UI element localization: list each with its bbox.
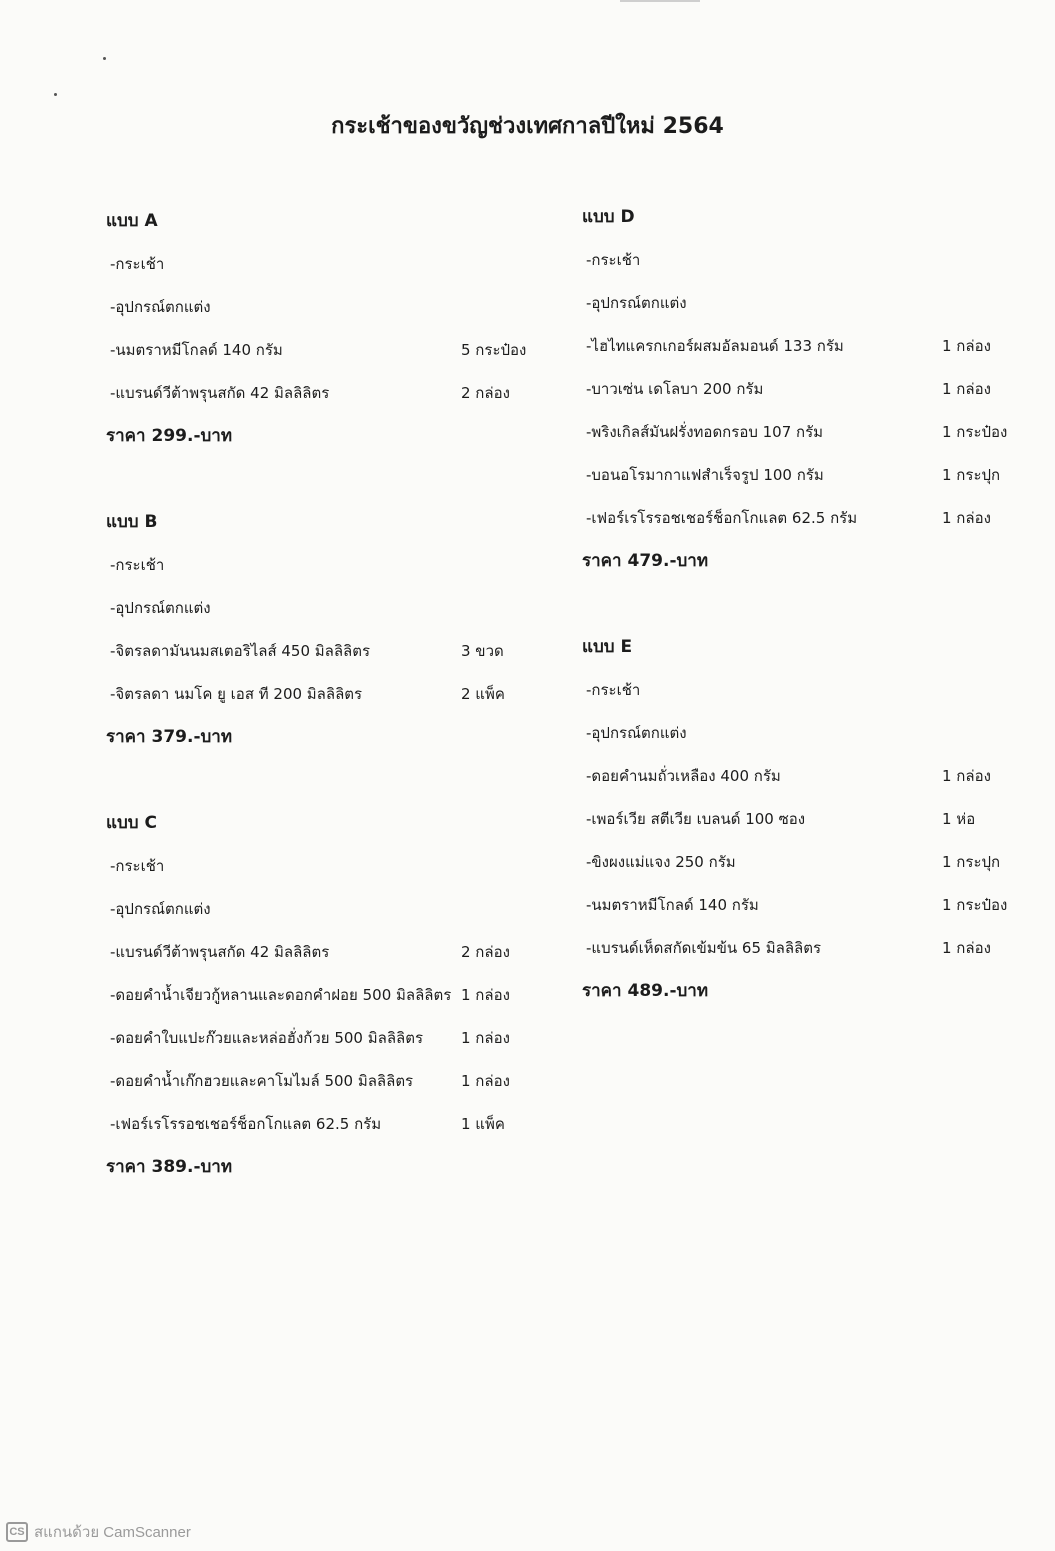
package-c [106,809,546,1196]
list-item [106,293,546,336]
item-text: -กระเช้า [110,255,165,273]
page-title: กระเช้าของขวัญช่วงเทศกาลปีใหม่ 2564 [331,114,724,139]
item-text: -ดอยคำใบแปะก๊วยและหล่อฮั่งก้วย 500 มิลลิลิตร [110,1029,424,1047]
item-qty: 1 กล่อง [942,509,991,527]
item-qty: 1 กระปุก [942,853,1001,871]
list-item [106,895,546,938]
scan-speck [103,57,106,60]
list-item [582,891,1022,934]
package-e [582,633,1022,1020]
item-text: -กระเช้า [586,251,641,269]
item-text: -แบรนด์เห็ดสกัดเข้มข้น 65 มิลลิลิตร [586,939,822,957]
item-text: -นมตราหมีโกลด์ 140 กรัม [110,341,283,359]
item-text: -บอนอโรมากาแฟสำเร็จรูป 100 กรัม [586,466,824,484]
list-item [106,594,546,637]
list-item [582,375,1022,418]
item-text: -แบรนด์วีต้าพรุนสกัด 42 มิลลิลิตร [110,384,330,402]
item-qty: 1 กล่อง [461,1029,510,1047]
list-item [106,852,546,895]
list-item [106,1024,546,1067]
list-item [106,938,546,981]
list-item [106,637,546,680]
item-qty: 2 แพ็ค [461,685,505,703]
list-item [582,289,1022,332]
item-text: -ไฮไทแครกเกอร์ผสมอัลมอนด์ 133 กรัม [586,337,844,355]
item-text: -เฟอร์เรโรรอชเชอร์ช็อกโกแลต 62.5 กรัม [586,509,858,527]
item-qty: 2 กล่อง [461,384,510,402]
item-text: -อุปกรณ์ตกแต่ง [586,724,687,742]
item-text: -ดอยคำน้ำเจียวกู้หลานและดอกคำฝอย 500 มิลลิลิตร [110,986,452,1004]
package-name: แบบ D [582,207,635,227]
list-item [582,504,1022,547]
package-name: แบบ B [106,512,158,532]
item-text: -ดอยคำนมถั่วเหลือง 400 กรัม [586,767,781,785]
item-text: -พริงเกิลส์มันฝรั่งทอดกรอบ 107 กรัม [586,423,824,441]
list-item [106,1067,546,1110]
package-a [106,207,546,465]
item-text: -กระเช้า [110,556,165,574]
camscanner-logo-icon: CS [6,1522,28,1542]
list-item [106,680,546,723]
package-price: ราคา 389.-บาท [106,1157,233,1177]
item-text: -เฟอร์เรโรรอชเชอร์ช็อกโกแลต 62.5 กรัม [110,1115,382,1133]
item-qty: 1 กล่อง [942,337,991,355]
item-text: -กระเช้า [110,857,165,875]
list-item [582,762,1022,805]
item-text: -อุปกรณ์ตกแต่ง [586,294,687,312]
list-item [106,336,546,379]
item-text: -นมตราหมีโกลด์ 140 กรัม [586,896,759,914]
item-qty: 3 ขวด [461,642,504,660]
list-item [106,981,546,1024]
item-qty: 2 กล่อง [461,943,510,961]
item-text: -อุปกรณ์ตกแต่ง [110,900,211,918]
list-item [106,379,546,422]
item-qty: 1 กระปุก [942,466,1001,484]
package-name: แบบ C [106,813,157,833]
item-qty: 1 กล่อง [942,767,991,785]
item-qty: 1 กล่อง [942,939,991,957]
scan-speck [54,93,57,96]
list-item [106,1110,546,1153]
item-qty: 1 กล่อง [461,986,510,1004]
item-text: -เพอร์เวีย สตีเวีย เบลนด์ 100 ซอง [586,810,806,828]
scan-edge-line [620,0,700,2]
list-item [582,461,1022,504]
item-text: -กระเช้า [586,681,641,699]
package-d [582,203,1022,590]
package-name: แบบ A [106,211,158,231]
list-item [106,551,546,594]
item-qty: 1 ห่อ [942,810,976,828]
list-item [582,848,1022,891]
list-item [582,332,1022,375]
list-item [106,250,546,293]
package-price: ราคา 299.-บาท [106,426,233,446]
item-text: -อุปกรณ์ตกแต่ง [110,298,211,316]
scanner-text: สแกนด้วย CamScanner [34,1524,191,1541]
list-item [582,246,1022,289]
item-qty: 5 กระป๋อง [461,341,527,359]
item-qty: 1 กระป๋อง [942,896,1008,914]
package-b [106,508,546,766]
item-text: -บาวเซ่น เดโลบา 200 กรัม [586,380,764,398]
left-column [106,207,546,1196]
package-price: ราคา 379.-บาท [106,727,233,747]
right-column [582,203,1022,1020]
item-text: -ขิงผงแม่แจง 250 กรัม [586,853,736,871]
item-qty: 1 กระป๋อง [942,423,1008,441]
item-qty: 1 แพ็ค [461,1115,505,1133]
scanner-watermark [6,1521,191,1543]
item-qty: 1 กล่อง [461,1072,510,1090]
list-item [582,418,1022,461]
list-item [582,805,1022,848]
item-qty: 1 กล่อง [942,380,991,398]
item-text: -จิตรลดา นมโค ยู เอส ที 200 มิลลิลิตร [110,685,363,703]
list-item [582,719,1022,762]
package-price: ราคา 479.-บาท [582,551,709,571]
list-item [582,676,1022,719]
item-text: -ดอยคำน้ำเก๊กฮวยและคาโมไมล์ 500 มิลลิลิตร [110,1072,414,1090]
item-text: -อุปกรณ์ตกแต่ง [110,599,211,617]
list-item [582,934,1022,977]
package-name: แบบ E [582,637,633,657]
package-price: ราคา 489.-บาท [582,981,709,1001]
item-text: -แบรนด์วีต้าพรุนสกัด 42 มิลลิลิตร [110,943,330,961]
item-text: -จิตรลดามันนมสเตอริไลส์ 450 มิลลิลิตร [110,642,371,660]
